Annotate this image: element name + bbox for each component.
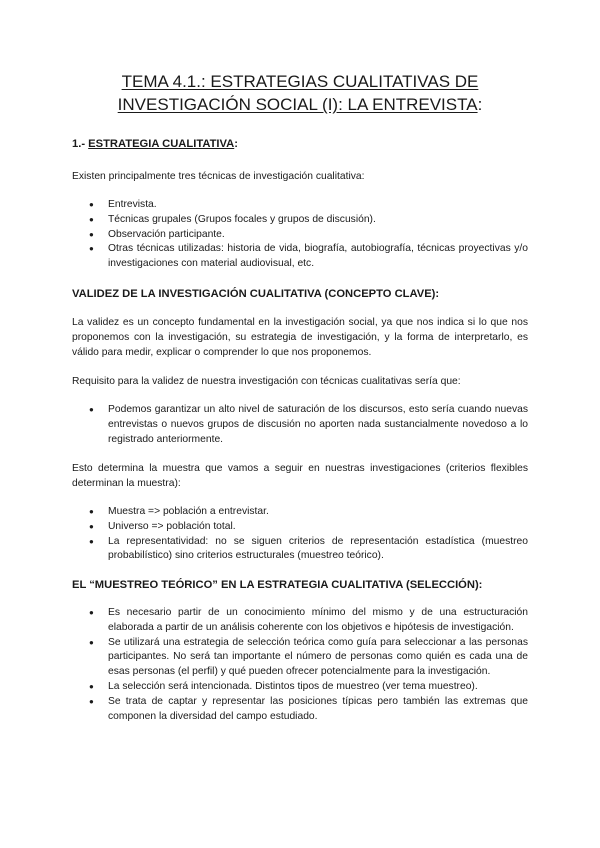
bullet-icon: ● [89,521,94,531]
section-2-paragraph-3: Esto determina la muestra que vamos a seguir en nuestras investigaciones (criterios flexibles determinan la muestra): [72,463,528,489]
bullet-icon: ● [89,608,94,617]
list-item-text: Técnicas grupales (Grupos focales y grupos de discusión). [108,213,376,225]
bullet-icon: ● [89,229,94,239]
list-item [72,403,528,447]
list-item-text: La representatividad: no se siguen criterios de representación estadística (muestreo probabilístico) sino criterios estructurales (muestreo teórico). [108,535,528,562]
list-item [72,606,528,636]
list-item [72,505,528,520]
list-item [72,198,528,213]
list-item-text: Entrevista. [108,199,157,210]
page-title [60,70,540,116]
list-item-text: Observación participante. [108,228,225,240]
bullet-icon: ● [89,405,94,414]
list-item-text: Se utilizará una estrategia de selección teórica como guía para seleccionar a las personas participantes. No será tan importante el número de personas como quién es cada una de esas personas (el perfil) y qué pueden ofrecer potencialmente para la investigación. [108,636,528,678]
bullet-icon: ● [89,696,94,706]
title-line-2: INVESTIGACIÓN SOCIAL (I): LA ENTREVISTA [117,95,478,114]
list-item [72,213,528,228]
list-item [72,636,528,680]
list-item [72,535,528,565]
list-item [72,242,528,272]
list-item-text: La selección será intencionada. Distintos tipos de muestreo (ver tema muestreo). [108,680,478,692]
list-item-text: Universo => población total. [108,520,236,532]
bullet-icon: ● [89,637,94,647]
section-2-paragraph-2: Requisito para la validez de nuestra investigación con técnicas cualitativas sería que: [72,376,461,387]
bullet-icon: ● [89,507,94,516]
list-item-text: Se trata de captar y representar las posiciones típicas pero también las extremas que componen la diversidad del campo estudiado. [108,695,528,722]
list-item-text: Otras técnicas utilizadas: historia de vida, biografía, autobiografía, técnicas proyectivas y/o investigaciones con material audiovisual, etc. [108,243,528,270]
section-1-list [72,198,528,272]
section-2-list-2 [72,505,528,564]
list-item [72,228,528,243]
section-1-title: ESTRATEGIA CUALITATIVA [88,138,235,150]
section-3-heading: EL “MUESTREO TEÓRICO” EN LA ESTRATEGIA CUALITATIVA (SELECCIÓN): [72,579,483,591]
list-item [72,520,528,535]
list-item-text: Muestra => población a entrevistar. [108,506,269,517]
section-1-number: 1.- [72,138,89,150]
section-1-heading [72,137,238,151]
section-2-list-1 [72,403,528,447]
title-line-1: TEMA 4.1.: ESTRATEGIAS CUALITATIVAS DE [121,72,479,91]
bullet-icon: ● [89,244,94,254]
section-3-list [72,606,528,724]
bullet-icon: ● [89,214,94,224]
section-2-heading: VALIDEZ DE LA INVESTIGACIÓN CUALITATIVA (CONCEPTO CLAVE): [72,288,440,300]
bullet-icon: ● [89,200,94,209]
bullet-icon: ● [89,536,94,546]
section-1-intro: Existen principalmente tres técnicas de investigación cualitativa: [72,171,365,182]
section-1-suffix: : [234,138,238,150]
list-item-text: Es necesario partir de un conocimiento mínimo del mismo y de una estructuración elaborada a partir de un análisis coherente con los objetivos e hipótesis de investigación. [108,607,528,633]
title-suffix: : [477,95,483,114]
list-item [72,695,528,725]
section-2-paragraph-1: La validez es un concepto fundamental en la investigación social, ya que nos indica si lo que nos proponemos con la investigación, su estrategia de investigación, y la forma de interpretarlo, es válido para medir, explicar o comprender lo que nos proponemos. [72,317,528,358]
bullet-icon: ● [89,681,94,691]
list-item [72,680,528,695]
list-item-text: Podemos garantizar un alto nivel de saturación de los discursos, esto sería cuando nuevas entrevistas o nuevos grupos de discusión no aporten nada sustancialmente novedoso a lo registrado anteriormente. [108,404,528,445]
